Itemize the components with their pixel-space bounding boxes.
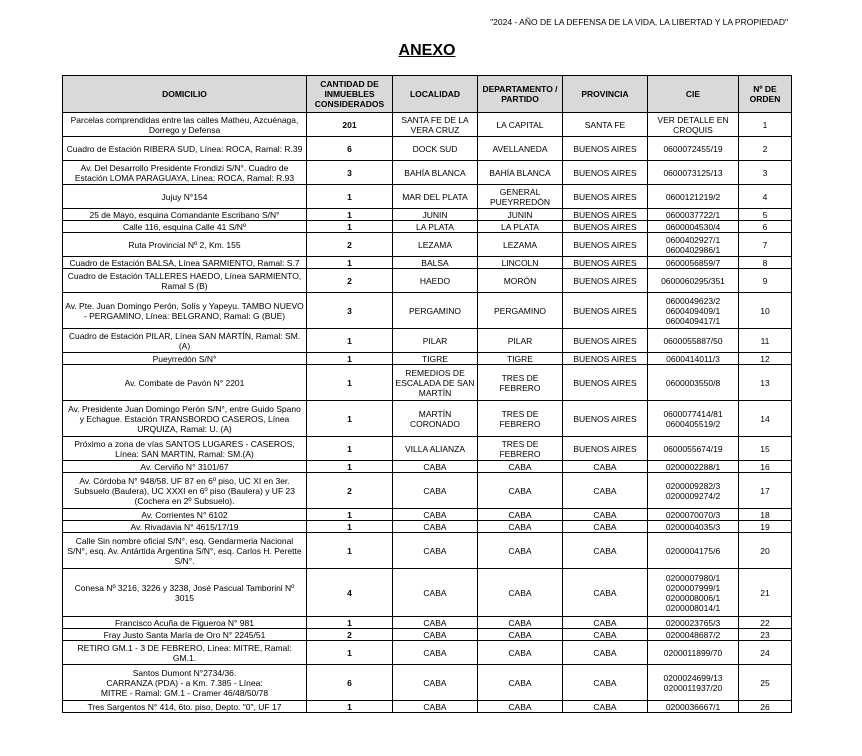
cell-departamento: AVELLANEDA — [478, 137, 563, 161]
cell-provincia: CABA — [563, 509, 648, 521]
table-row — [63, 269, 792, 293]
cell-cie: 0200004175/6 — [648, 533, 739, 569]
cell-departamento: CABA — [478, 701, 563, 713]
cell-departamento: CABA — [478, 569, 563, 617]
cell-domicilio: 25 de Mayo, esquina Comandante Escribano S/N° — [63, 209, 307, 221]
cell-cantidad: 2 — [307, 269, 393, 293]
cell-cantidad: 4 — [307, 569, 393, 617]
cell-cie: 0600072455/19 — [648, 137, 739, 161]
cell-localidad: TIGRE — [393, 353, 478, 365]
cell-localidad: JUNIN — [393, 209, 478, 221]
cell-localidad: PERGAMINO — [393, 293, 478, 329]
cell-orden: 18 — [739, 509, 792, 521]
table-row — [63, 161, 792, 185]
cell-departamento: PERGAMINO — [478, 293, 563, 329]
table-row — [63, 293, 792, 329]
cell-cantidad: 1 — [307, 401, 393, 437]
cell-cantidad: 1 — [307, 209, 393, 221]
cell-departamento: TRES DE FEBRERO — [478, 437, 563, 461]
table-row — [63, 113, 792, 137]
cell-cantidad: 1 — [307, 437, 393, 461]
cell-cantidad: 1 — [307, 353, 393, 365]
cell-provincia: BUENOS AIRES — [563, 161, 648, 185]
cell-orden: 4 — [739, 185, 792, 209]
cell-localidad: LEZAMA — [393, 233, 478, 257]
cell-departamento: CABA — [478, 461, 563, 473]
cell-domicilio: Cuadro de Estación TALLERES HAEDO, Línea SARMIENTO, Ramal S (B) — [63, 269, 307, 293]
cell-provincia: BUENOS AIRES — [563, 269, 648, 293]
cell-provincia: BUENOS AIRES — [563, 209, 648, 221]
cell-departamento: MORÓN — [478, 269, 563, 293]
cell-domicilio: Av. Rivadavia N° 4615/17/19 — [63, 521, 307, 533]
table-row — [63, 221, 792, 233]
cell-provincia: BUENOS AIRES — [563, 353, 648, 365]
cell-domicilio: Tres Sargentos N° 414, 6to. piso, Depto. "0", UF 17 — [63, 701, 307, 713]
column-header-domicilio: DOMICILIO — [63, 76, 307, 113]
cell-localidad: CABA — [393, 521, 478, 533]
cell-orden: 3 — [739, 161, 792, 185]
anexo-table — [62, 75, 792, 713]
cell-cie: 0200024699/13 0200011937/20 — [648, 665, 739, 701]
cell-cie: 0600121219/2 — [648, 185, 739, 209]
cell-orden: 1 — [739, 113, 792, 137]
cell-cantidad: 1 — [307, 221, 393, 233]
cell-orden: 13 — [739, 365, 792, 401]
cell-provincia: CABA — [563, 629, 648, 641]
cell-cantidad: 1 — [307, 701, 393, 713]
table-row — [63, 701, 792, 713]
cell-orden: 15 — [739, 437, 792, 461]
cell-cie: 0200004035/3 — [648, 521, 739, 533]
cell-departamento: CABA — [478, 473, 563, 509]
cell-departamento: TIGRE — [478, 353, 563, 365]
cell-orden: 5 — [739, 209, 792, 221]
cell-cie: 0200011899/70 — [648, 641, 739, 665]
table-row — [63, 461, 792, 473]
table-row — [63, 569, 792, 617]
cell-domicilio: Calle 116, esquina Calle 41 S/Nº — [63, 221, 307, 233]
cell-domicilio: Cuadro de Estación PILAR, Línea SAN MARTÍN, Ramal: SM.(A) — [63, 329, 307, 353]
cell-orden: 17 — [739, 473, 792, 509]
table-row — [63, 185, 792, 209]
cell-departamento: TRES DE FEBRERO — [478, 365, 563, 401]
cell-departamento: LA CAPITAL — [478, 113, 563, 137]
cell-provincia: BUENOS AIRES — [563, 293, 648, 329]
cell-provincia: BUENOS AIRES — [563, 365, 648, 401]
cell-orden: 8 — [739, 257, 792, 269]
cell-cie: VER DETALLE EN CROQUIS — [648, 113, 739, 137]
table-row — [63, 257, 792, 269]
cell-cie: 0200009282/3 0200009274/2 — [648, 473, 739, 509]
cell-localidad: SANTA FE DE LA VERA CRUZ — [393, 113, 478, 137]
cell-provincia: CABA — [563, 665, 648, 701]
cell-provincia: CABA — [563, 701, 648, 713]
cell-domicilio: Ruta Provincial Nº 2, Km. 155 — [63, 233, 307, 257]
cell-domicilio: Cuadro de Estación RIBERA SUD, Línea: ROCA, Ramal: R.39 — [63, 137, 307, 161]
table-row — [63, 509, 792, 521]
cell-departamento: CABA — [478, 617, 563, 629]
cell-cantidad: 1 — [307, 257, 393, 269]
cell-cantidad: 2 — [307, 629, 393, 641]
cell-localidad: CABA — [393, 617, 478, 629]
cell-provincia: CABA — [563, 617, 648, 629]
table-row — [63, 641, 792, 665]
cell-orden: 14 — [739, 401, 792, 437]
cell-provincia: BUENOS AIRES — [563, 221, 648, 233]
cell-cantidad: 1 — [307, 521, 393, 533]
cell-cantidad: 1 — [307, 641, 393, 665]
header-motto: "2024 - AÑO DE LA DEFENSA DE LA VIDA, LA LIBERTAD Y LA PROPIEDAD" — [490, 17, 788, 27]
cell-orden: 10 — [739, 293, 792, 329]
cell-provincia: BUENOS AIRES — [563, 437, 648, 461]
cell-domicilio: Av. Cerviño N° 3101/67 — [63, 461, 307, 473]
cell-domicilio: Av. Pte. Juan Domingo Perón, Solís y Yapeyu. TAMBO NUEVO - PERGAMINO, Línea: BELGRANO, Ramal: G (BUE) — [63, 293, 307, 329]
cell-localidad: CABA — [393, 701, 478, 713]
cell-cie: 0200070070/3 — [648, 509, 739, 521]
table-row — [63, 665, 792, 701]
cell-localidad: CABA — [393, 533, 478, 569]
cell-localidad: PILAR — [393, 329, 478, 353]
cell-orden: 23 — [739, 629, 792, 641]
cell-cantidad: 1 — [307, 617, 393, 629]
table-header-row — [63, 76, 792, 113]
cell-orden: 19 — [739, 521, 792, 533]
table-row — [63, 617, 792, 629]
cell-orden: 11 — [739, 329, 792, 353]
column-header-cantidad: CANTIDAD DE INMUEBLES CONSIDERADOS — [307, 76, 393, 113]
table-row — [63, 329, 792, 353]
cell-cantidad: 1 — [307, 461, 393, 473]
column-header-departamento: DEPARTAMENTO / PARTIDO — [478, 76, 563, 113]
cell-localidad: CABA — [393, 665, 478, 701]
cell-localidad: CABA — [393, 569, 478, 617]
cell-departamento: CABA — [478, 533, 563, 569]
cell-domicilio: Av. Combate de Pavón N° 2201 — [63, 365, 307, 401]
cell-localidad: BALSA — [393, 257, 478, 269]
cell-cie: 0200036667/1 — [648, 701, 739, 713]
cell-domicilio: Cuadro de Estación BALSA, Línea SARMIENTO, Ramal: S.7 — [63, 257, 307, 269]
cell-domicilio: Conesa Nº 3216, 3226 y 3238, José Pascual Tamborini Nº 3015 — [63, 569, 307, 617]
cell-provincia: CABA — [563, 641, 648, 665]
cell-departamento: CABA — [478, 521, 563, 533]
cell-localidad: CABA — [393, 461, 478, 473]
cell-provincia: CABA — [563, 461, 648, 473]
cell-cie: 0200002288/1 — [648, 461, 739, 473]
cell-localidad: DOCK SUD — [393, 137, 478, 161]
cell-provincia: BUENOS AIRES — [563, 233, 648, 257]
cell-cie: 0600402927/1 0600402986/1 — [648, 233, 739, 257]
table-row — [63, 629, 792, 641]
cell-cie: 0600073125/13 — [648, 161, 739, 185]
cell-localidad: LA PLATA — [393, 221, 478, 233]
cell-cantidad: 2 — [307, 473, 393, 509]
cell-cie: 0600056859/7 — [648, 257, 739, 269]
cell-cie: 0200007980/1 0200007999/1 0200008006/1 0200008014/1 — [648, 569, 739, 617]
table-body — [63, 113, 792, 713]
cell-domicilio: Pueyrredón S/N° — [63, 353, 307, 365]
cell-orden: 26 — [739, 701, 792, 713]
cell-provincia: SANTA FE — [563, 113, 648, 137]
page-title: ANEXO — [398, 42, 456, 59]
cell-cantidad: 1 — [307, 533, 393, 569]
cell-domicilio: Fray Justo Santa María de Oro N° 2245/51 — [63, 629, 307, 641]
cell-localidad: CABA — [393, 641, 478, 665]
cell-orden: 16 — [739, 461, 792, 473]
cell-orden: 7 — [739, 233, 792, 257]
cell-departamento: TRES DE FEBRERO — [478, 401, 563, 437]
cell-departamento: CABA — [478, 629, 563, 641]
cell-orden: 21 — [739, 569, 792, 617]
cell-localidad: CABA — [393, 629, 478, 641]
cell-domicilio: Santos Dumont N°2734/36. CARRANZA (PDA) - a Km. 7.385 - Línea: MITRE - Ramal: GM.1 - Cramer 46/48/50/78 — [63, 665, 307, 701]
cell-cantidad: 2 — [307, 233, 393, 257]
cell-localidad: BAHÍA BLANCA — [393, 161, 478, 185]
cell-provincia: CABA — [563, 533, 648, 569]
cell-domicilio: RETIRO GM.1 - 3 DE FEBRERO, Línea: MITRE, Ramal: GM.1. — [63, 641, 307, 665]
cell-cie: 0600003550/8 — [648, 365, 739, 401]
cell-departamento: CABA — [478, 665, 563, 701]
table-row — [63, 209, 792, 221]
cell-domicilio: Av. Corrientes N° 6102 — [63, 509, 307, 521]
cell-cantidad: 6 — [307, 137, 393, 161]
cell-departamento: LINCOLN — [478, 257, 563, 269]
cell-provincia: BUENOS AIRES — [563, 401, 648, 437]
cell-departamento: CABA — [478, 641, 563, 665]
cell-cie: 0600414011/3 — [648, 353, 739, 365]
cell-domicilio: Parcelas comprendidas entre las calles Matheu, Azcuénaga, Dorrego y Defensa — [63, 113, 307, 137]
cell-cie: 0600004530/4 — [648, 221, 739, 233]
table-row — [63, 233, 792, 257]
cell-cie: 0200023765/3 — [648, 617, 739, 629]
cell-departamento: CABA — [478, 509, 563, 521]
cell-cie: 0600077414/81 0600405519/2 — [648, 401, 739, 437]
cell-cie: 0600060295/351 — [648, 269, 739, 293]
table-row — [63, 401, 792, 437]
cell-domicilio: Francisco Acuña de Figueroa N° 981 — [63, 617, 307, 629]
cell-localidad: VILLA ALIANZA — [393, 437, 478, 461]
cell-provincia: BUENOS AIRES — [563, 137, 648, 161]
cell-cie: 0600049623/2 0600409409/1 0600409417/1 — [648, 293, 739, 329]
cell-orden: 6 — [739, 221, 792, 233]
cell-cantidad: 1 — [307, 329, 393, 353]
column-header-provincia: PROVINCIA — [563, 76, 648, 113]
cell-cantidad: 1 — [307, 365, 393, 401]
cell-orden: 22 — [739, 617, 792, 629]
cell-provincia: CABA — [563, 473, 648, 509]
cell-localidad: CABA — [393, 509, 478, 521]
table-row — [63, 473, 792, 509]
column-header-orden: Nº DE ORDEN — [739, 76, 792, 113]
cell-localidad: MARTÍN CORONADO — [393, 401, 478, 437]
cell-orden: 2 — [739, 137, 792, 161]
cell-domicilio: Av. Córdoba N° 948/58. UF 87 en 6º piso, UC XI en 3er. Subsuelo (Baulera), UC XXXI en 6º piso (Baulera) y UF 23 (Cochera en 2º Subsuelo). — [63, 473, 307, 509]
cell-cantidad: 3 — [307, 293, 393, 329]
cell-orden: 12 — [739, 353, 792, 365]
cell-domicilio: Calle Sin nombre oficial S/N°, esq. Gendarmeria Nacional S/N°, esq. Av. Antártida Argentina S/N°, esq. Carlos H. Perette S/N°. — [63, 533, 307, 569]
cell-departamento: GENERAL PUEYRREDÓN — [478, 185, 563, 209]
cell-domicilio: Próximo a zona de vías SANTOS LUGARES - CASEROS, Línea: SAN MARTIN, Ramal: SM.(A) — [63, 437, 307, 461]
cell-cantidad: 1 — [307, 185, 393, 209]
cell-cantidad: 201 — [307, 113, 393, 137]
cell-localidad: HAEDO — [393, 269, 478, 293]
cell-provincia: BUENOS AIRES — [563, 257, 648, 269]
table-row — [63, 365, 792, 401]
cell-localidad: REMEDIOS DE ESCALADA DE SAN MARTÍN — [393, 365, 478, 401]
table-row — [63, 137, 792, 161]
cell-provincia: CABA — [563, 521, 648, 533]
cell-orden: 20 — [739, 533, 792, 569]
cell-cie: 0600055887/50 — [648, 329, 739, 353]
cell-cantidad: 1 — [307, 509, 393, 521]
cell-orden: 9 — [739, 269, 792, 293]
cell-departamento: LEZAMA — [478, 233, 563, 257]
cell-domicilio: Av. Del Desarrollo Presidente Frondizi S/N°. Cuadro de Estación LOMA PARAGUAYA, Línea: ROCA, Ramal: R.93 — [63, 161, 307, 185]
cell-domicilio: Jujuy N°154 — [63, 185, 307, 209]
table-row — [63, 437, 792, 461]
cell-localidad: MAR DEL PLATA — [393, 185, 478, 209]
cell-cantidad: 6 — [307, 665, 393, 701]
column-header-localidad: LOCALIDAD — [393, 76, 478, 113]
column-header-cie: CIE — [648, 76, 739, 113]
cell-cie: 0600055674/19 — [648, 437, 739, 461]
cell-cie: 0600037722/1 — [648, 209, 739, 221]
cell-orden: 25 — [739, 665, 792, 701]
cell-cie: 0200048687/2 — [648, 629, 739, 641]
cell-orden: 24 — [739, 641, 792, 665]
cell-domicilio: Av. Presidente Juan Domingo Perón S/N°, entre Guido Spano y Echague. Estación TRANSBORDO CASEROS, Línea URQUIZA, Ramal: U. (A) — [63, 401, 307, 437]
table-row — [63, 353, 792, 365]
table-row — [63, 521, 792, 533]
cell-departamento: JUNIN — [478, 209, 563, 221]
cell-departamento: LA PLATA — [478, 221, 563, 233]
cell-provincia: CABA — [563, 569, 648, 617]
cell-localidad: CABA — [393, 473, 478, 509]
cell-provincia: BUENOS AIRES — [563, 185, 648, 209]
cell-provincia: BUENOS AIRES — [563, 329, 648, 353]
table-row — [63, 533, 792, 569]
cell-departamento: BAHÍA BLANCA — [478, 161, 563, 185]
cell-cantidad: 3 — [307, 161, 393, 185]
cell-departamento: PILAR — [478, 329, 563, 353]
